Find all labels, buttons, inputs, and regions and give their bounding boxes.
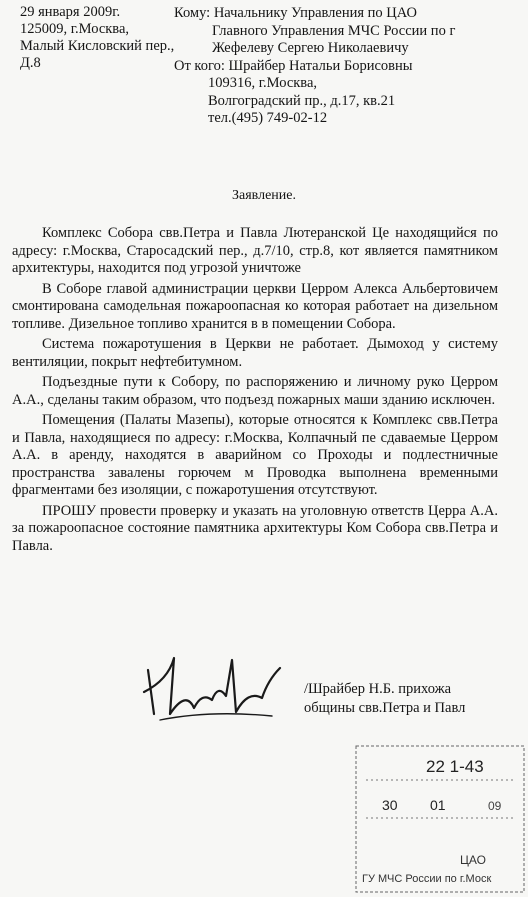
- document-heading: Заявление.: [232, 188, 296, 203]
- document-body: [12, 225, 498, 558]
- recipient-block: [174, 5, 455, 128]
- letter-date: 29 января 2009г.: [20, 4, 121, 20]
- stamp-registration-number: 22 1-43: [426, 757, 484, 776]
- from-label: От кого:: [174, 57, 225, 74]
- stamp-date-year: 09: [488, 799, 502, 813]
- to-line: Начальнику Управления по ЦАО: [213, 5, 417, 21]
- sender-address-line: 125009, г.Москва,: [20, 21, 130, 37]
- stamp-agency: ГУ МЧС России по г.Моск: [362, 873, 492, 885]
- body-paragraph: ПРОШУ провести проверку и указать на уголовную ответств Церра А.А. за пожароопасное состояние памятника архитектуры Ком Собора свв.Петра и Павла.: [12, 502, 498, 554]
- sender-address-line: Малый Кисловский пер.,: [20, 38, 175, 54]
- from-row: [174, 58, 455, 76]
- from-line: 109316, г.Москва,: [208, 75, 318, 91]
- phone: тел.(495) 749-02-12: [208, 110, 328, 126]
- body-paragraph: В Соборе главой администрации церкви Церром Алекса Альбертовичем смонтирована самодельная пожароопасная ко которая работает на дизельном топливе. Дизельное топливо хранится в в помещении Собора.: [12, 280, 498, 332]
- body-paragraph: Подъездные пути к Собору, по распоряжению и личному руко Церром А.А., сделаны таким образом, что подъезд пожарных маши зданию исключен.: [12, 374, 498, 408]
- signer-line: общины свв.Петра и Павл: [304, 700, 466, 716]
- body-paragraph: Помещения (Палаты Мазепы), которые относятся к Комплекс свв.Петра и Павла, находящиеся по адресу: г.Москва, Колпачный пе сдаваемые Церром А.А. в аренду, находятся в аварийном со Проходы и подлестничные пространства завалены горючем м Проводка выполнена временными фрагментами без изоляции, с пожаротушения отсутствуют.: [12, 412, 498, 498]
- to-label: Кому:: [174, 5, 211, 21]
- signer-block: [304, 680, 465, 718]
- body-paragraph: Комплекс Собора свв.Петра и Павла Лютеранской Це находящийся по адресу: г.Москва, Старосадский пер., д.7/10, стр.8, кот является памятником архитектуры, находится под угрозой уничтоже: [12, 225, 498, 276]
- registration-stamp: [352, 738, 528, 897]
- body-paragraph: Система пожаротушения в Церкви не работает. Дымоход у систему вентиляции, покрыт нефтебитумном.: [12, 336, 498, 370]
- to-row: [174, 5, 455, 23]
- sender-address-line: Д.8: [20, 55, 41, 71]
- stamp-date-month: 01: [430, 797, 446, 813]
- from-line: Волгоградский пр., д.17, кв.21: [208, 92, 396, 109]
- stamp-office: ЦАО: [460, 853, 486, 867]
- handwritten-signature: [140, 650, 290, 735]
- to-line: Главного Управления МЧС России по г: [212, 22, 456, 39]
- sender-block: [20, 4, 174, 72]
- to-line: Жефелеву Сергею Николаевичу: [212, 40, 409, 56]
- stamp-date-day: 30: [382, 797, 398, 813]
- from-line: Шрайбер Натальи Борисовны: [228, 57, 413, 74]
- signer-line: /Шрайбер Н.Б. прихожа: [304, 681, 452, 697]
